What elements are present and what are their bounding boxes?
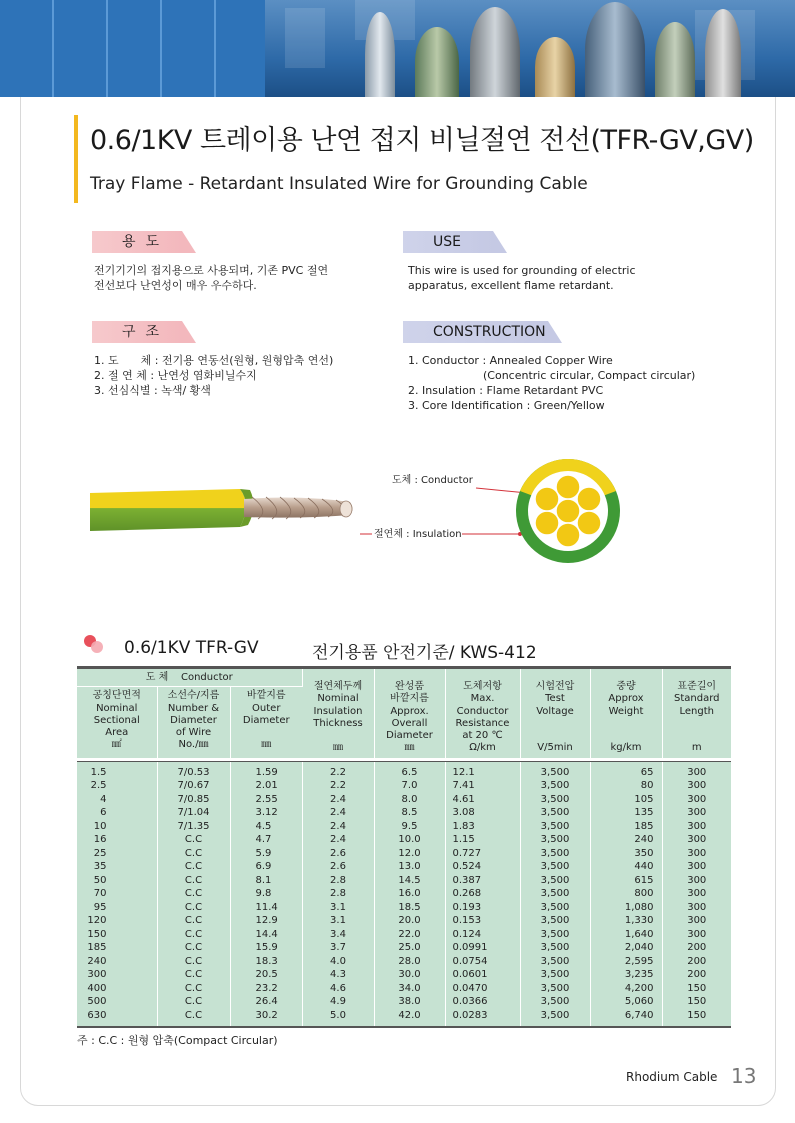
insulation-label: 절연체 : Insulation [374, 529, 462, 540]
cell-weight: 440 [634, 861, 654, 873]
cell-wire: C.C [184, 834, 203, 846]
cell-resistance: 12.1 [452, 766, 475, 778]
cable-structure-diagram [0, 455, 795, 585]
cell-weight: 5,060 [624, 996, 654, 1008]
cell-weight: 1,640 [624, 928, 654, 940]
cell-thickness: 4.6 [330, 982, 346, 994]
cell-area: 120 [87, 915, 107, 927]
usage-heading-korean: 용도 [92, 231, 182, 253]
cell-voltage: 3,500 [540, 834, 570, 846]
cell-weight: 135 [634, 807, 654, 819]
construction-text-korean: 1. 도 체 : 전기용 연동선(원형, 원형압축 연선) 2. 절 연 체 : 난연성 염화비닐수지 3. 선심식별 : 녹색/ 황색 [94, 354, 334, 397]
cell-thickness: 4.9 [330, 996, 346, 1008]
cell-length: 300 [687, 807, 707, 819]
col-thickness-values [302, 762, 374, 1027]
cell-thickness: 3.1 [330, 901, 346, 913]
cell-voltage: 3,500 [540, 1009, 570, 1021]
header-banner-image [0, 0, 795, 97]
cell-area: 240 [87, 955, 107, 967]
table-data-row [77, 762, 731, 1027]
col-header-standard-length: 표준길이 Standard Length m [674, 681, 720, 754]
cell-voltage: 3,500 [540, 901, 570, 913]
cell-resistance: 3.08 [452, 807, 475, 819]
conductor-label: 도체 : Conductor [392, 475, 473, 486]
cell-weight: 615 [634, 874, 654, 886]
standard-name: 전기용품 안전기준/ KWS-412 [312, 643, 537, 663]
page-title-english: Tray Flame - Retardant Insulated Wire for Grounding Cable [90, 174, 588, 194]
cell-outer: 20.5 [255, 969, 278, 981]
col-area-values [77, 762, 157, 1027]
cell-outer: 5.9 [255, 847, 272, 859]
cell-resistance: 0.524 [452, 861, 482, 873]
cable-side-view [90, 489, 353, 531]
cell-wire: 7/1.35 [177, 820, 210, 832]
cell-resistance: 0.124 [452, 928, 482, 940]
cell-area: 70 [93, 888, 107, 900]
cell-length: 200 [687, 969, 707, 981]
cell-outer: 1.59 [255, 766, 278, 778]
cell-outer: 15.9 [255, 942, 278, 954]
cable-cross-section [516, 459, 620, 563]
cell-thickness: 2.6 [330, 847, 346, 859]
cell-weight: 350 [634, 847, 654, 859]
cell-thickness: 2.2 [330, 780, 346, 792]
cell-voltage: 3,500 [540, 915, 570, 927]
cell-thickness: 2.4 [330, 807, 346, 819]
cell-length: 200 [687, 955, 707, 967]
cell-thickness: 3.1 [330, 915, 346, 927]
cell-overall: 13.0 [398, 861, 421, 873]
cell-overall: 12.0 [398, 847, 421, 859]
construction-text-english: 1. Conductor : Annealed Copper Wire (Concentric circular, Compact circular) 2. Insulation : Flame Retardant PVC 3. Core Identification : Green/Yellow [408, 354, 696, 412]
cell-weight: 4,200 [624, 982, 654, 994]
cell-area: 2.5 [90, 780, 107, 792]
col-header-outer-diameter: 바깥지름 Outer Diameter ㎜ [242, 690, 290, 751]
col-header-thickness: 절연체두께 Nominal Insulation Thickness ㎜ [302, 669, 374, 758]
cell-resistance: 4.61 [452, 793, 475, 805]
cell-overall: 22.0 [398, 928, 421, 940]
cell-wire: C.C [184, 982, 203, 994]
cell-wire: C.C [184, 901, 203, 913]
cell-wire: C.C [184, 942, 203, 954]
cell-resistance: 0.387 [452, 874, 482, 886]
cell-resistance: 0.153 [452, 915, 482, 927]
cell-resistance: 0.0366 [452, 996, 488, 1008]
cell-length: 300 [687, 780, 707, 792]
cell-overall: 14.5 [398, 874, 421, 886]
cell-wire: C.C [184, 847, 203, 859]
cell-thickness: 3.4 [330, 928, 346, 940]
banner-building-panel [0, 0, 265, 97]
usage-text-english: This wire is used for grounding of electric apparatus, excellent flame retardant. [408, 264, 636, 292]
cell-area: 4 [100, 793, 107, 805]
cell-area: 50 [93, 874, 107, 886]
cell-outer: 30.2 [255, 1009, 278, 1021]
cell-length: 300 [687, 847, 707, 859]
cell-voltage: 3,500 [540, 928, 570, 940]
cell-voltage: 3,500 [540, 780, 570, 792]
cell-overall: 10.0 [398, 834, 421, 846]
col-header-wire: 소선수/지름 Number & Diameter of Wire No./㎜ [157, 687, 230, 758]
cell-resistance: 0.0754 [452, 955, 488, 967]
cell-thickness: 5.0 [330, 1009, 346, 1021]
col-header-weight: 중량 Approx Weight kg/km [590, 669, 662, 758]
cell-voltage: 3,500 [540, 861, 570, 873]
cell-voltage: 3,500 [540, 807, 570, 819]
cell-weight: 105 [634, 793, 654, 805]
cell-length: 300 [687, 874, 707, 886]
cell-overall: 38.0 [398, 996, 421, 1008]
cell-length: 300 [687, 915, 707, 927]
cell-thickness: 4.3 [330, 969, 346, 981]
table-group-header-row [77, 669, 731, 687]
cell-thickness: 4.0 [330, 955, 346, 967]
col-header-test-voltage: 시험전압 Test Voltage V/5min [520, 669, 590, 758]
cell-weight: 2,595 [624, 955, 654, 967]
page-title-korean: 0.6/1KV 트레이용 난연 접지 비닐절연 전선(TFR-GV,GV) [90, 125, 754, 156]
cell-resistance: 0.193 [452, 901, 482, 913]
col-resistance-values [445, 762, 520, 1027]
cell-overall: 25.0 [398, 942, 421, 954]
cell-voltage: 3,500 [540, 820, 570, 832]
cell-overall: 8.0 [401, 793, 418, 805]
cell-overall: 30.0 [398, 969, 421, 981]
cell-overall: 42.0 [398, 1009, 421, 1021]
cell-wire: 7/0.67 [177, 780, 210, 792]
cell-length: 300 [687, 793, 707, 805]
cell-outer: 11.4 [255, 901, 278, 913]
cell-resistance: 0.0991 [452, 942, 488, 954]
cell-thickness: 2.2 [330, 766, 346, 778]
cell-outer: 18.3 [255, 955, 278, 967]
cell-wire: C.C [184, 996, 203, 1008]
col-length-values [662, 762, 731, 1027]
cell-resistance: 0.0283 [452, 1009, 488, 1021]
cell-wire: 7/0.53 [177, 766, 210, 778]
col-overall-values [374, 762, 445, 1027]
cell-area: 150 [87, 928, 107, 940]
cell-voltage: 3,500 [540, 969, 570, 981]
cell-outer: 4.7 [255, 834, 272, 846]
cell-area: 16 [93, 834, 107, 846]
cell-area: 25 [93, 847, 107, 859]
col-voltage-values [520, 762, 590, 1027]
cell-length: 300 [687, 766, 707, 778]
cell-outer: 14.4 [255, 928, 278, 940]
cell-thickness: 3.7 [330, 942, 346, 954]
cell-length: 300 [687, 861, 707, 873]
cell-voltage: 3,500 [540, 847, 570, 859]
cell-wire: 7/1.04 [177, 807, 210, 819]
cell-wire: C.C [184, 874, 203, 886]
cell-resistance: 0.268 [452, 888, 482, 900]
cell-thickness: 2.4 [330, 820, 346, 832]
cell-area: 400 [87, 982, 107, 994]
cell-length: 150 [687, 1009, 707, 1021]
cell-length: 300 [687, 888, 707, 900]
cell-voltage: 3,500 [540, 955, 570, 967]
cell-outer: 6.9 [255, 861, 272, 873]
cell-length: 150 [687, 982, 707, 994]
cell-weight: 800 [634, 888, 654, 900]
usage-text-korean: 전기기기의 접지용으로 사용되며, 기존 PVC 절연 전선보다 난연성이 매우 우수하다. [94, 264, 329, 292]
cell-overall: 7.0 [401, 780, 418, 792]
cell-thickness: 2.8 [330, 874, 346, 886]
cell-overall: 20.0 [398, 915, 421, 927]
cell-voltage: 3,500 [540, 942, 570, 954]
cell-resistance: 0.0601 [452, 969, 488, 981]
col-outer-values [230, 762, 302, 1027]
cell-overall: 28.0 [398, 955, 421, 967]
cell-area: 35 [93, 861, 107, 873]
cell-thickness: 2.6 [330, 861, 346, 873]
cell-wire: 7/0.85 [177, 793, 210, 805]
cell-area: 10 [93, 820, 107, 832]
cell-voltage: 3,500 [540, 766, 570, 778]
cell-length: 300 [687, 901, 707, 913]
cell-outer: 9.8 [255, 888, 272, 900]
col-header-overall-diameter: 완성품 바깥지름 Approx. Overall Diameter ㎜ [374, 669, 445, 758]
cell-outer: 12.9 [255, 915, 278, 927]
col-header-resistance: 도체저항 Max. Conductor Resistance at 20 ℃ Ω/km [445, 669, 520, 758]
cell-weight: 65 [640, 766, 654, 778]
cell-outer: 8.1 [255, 874, 272, 886]
cell-weight: 2,040 [624, 942, 654, 954]
cell-voltage: 3,500 [540, 996, 570, 1008]
cell-outer: 23.2 [255, 982, 278, 994]
cell-wire: C.C [184, 928, 203, 940]
cell-weight: 1,330 [624, 915, 654, 927]
cell-voltage: 3,500 [540, 888, 570, 900]
cell-overall: 18.5 [398, 901, 421, 913]
banner-cable-panel [265, 0, 795, 97]
cell-length: 300 [687, 834, 707, 846]
cell-weight: 80 [640, 780, 654, 792]
cell-wire: C.C [184, 861, 203, 873]
cell-length: 150 [687, 996, 707, 1008]
cell-resistance: 0.0470 [452, 982, 488, 994]
cell-wire: C.C [184, 1009, 203, 1021]
cell-thickness: 2.4 [330, 834, 346, 846]
cell-area: 185 [87, 942, 107, 954]
cell-overall: 6.5 [401, 766, 418, 778]
cell-overall: 8.5 [401, 807, 418, 819]
cell-wire: C.C [184, 969, 203, 981]
cell-voltage: 3,500 [540, 793, 570, 805]
cell-weight: 240 [634, 834, 654, 846]
cell-wire: C.C [184, 955, 203, 967]
construction-heading-korean: 구조 [92, 321, 182, 343]
cell-weight: 3,235 [624, 969, 654, 981]
usage-heading-english: USE [403, 231, 493, 253]
cell-outer: 2.55 [255, 793, 278, 805]
cell-thickness: 2.8 [330, 888, 346, 900]
cell-overall: 9.5 [401, 820, 418, 832]
cell-area: 6 [100, 807, 107, 819]
cell-wire: C.C [184, 915, 203, 927]
cell-area: 95 [93, 901, 107, 913]
insulation-callout [360, 527, 522, 540]
cell-overall: 16.0 [398, 888, 421, 900]
cell-weight: 185 [634, 820, 654, 832]
cell-resistance: 1.83 [452, 820, 475, 832]
cell-area: 1.5 [90, 766, 107, 778]
cell-outer: 3.12 [255, 807, 278, 819]
title-accent-bar [74, 115, 78, 203]
cell-resistance: 0.727 [452, 847, 482, 859]
cell-resistance: 1.15 [452, 834, 475, 846]
construction-heading-english: CONSTRUCTION [403, 321, 548, 343]
conductor-group-header: 도 체 Conductor [77, 669, 302, 687]
cell-outer: 2.01 [255, 780, 278, 792]
col-wire-values [157, 762, 230, 1027]
cell-wire: C.C [184, 888, 203, 900]
cell-length: 300 [687, 820, 707, 832]
cell-length: 200 [687, 942, 707, 954]
cell-area: 500 [87, 996, 107, 1008]
page-number: 13 [731, 1064, 757, 1088]
cell-overall: 34.0 [398, 982, 421, 994]
table-footnote: 주 : C.C : 원형 압축(Compact Circular) [77, 1034, 278, 1047]
cell-area: 630 [87, 1009, 107, 1021]
cell-thickness: 2.4 [330, 793, 346, 805]
cell-outer: 26.4 [255, 996, 278, 1008]
product-name: 0.6/1KV TFR-GV [124, 638, 259, 658]
cell-weight: 6,740 [624, 1009, 654, 1021]
cell-voltage: 3,500 [540, 874, 570, 886]
col-header-area: 공칭단면적 Nominal Sectional Area ㎟ [77, 687, 157, 758]
footer-brand: Rhodium Cable [626, 1070, 718, 1084]
col-weight-values [590, 762, 662, 1027]
section-bullet-shadow-icon [91, 641, 103, 653]
cell-voltage: 3,500 [540, 982, 570, 994]
cell-weight: 1,080 [624, 901, 654, 913]
cell-area: 300 [87, 969, 107, 981]
specification-table [77, 666, 731, 1028]
cell-length: 300 [687, 928, 707, 940]
cell-outer: 4.5 [255, 820, 272, 832]
cell-resistance: 7.41 [452, 780, 475, 792]
